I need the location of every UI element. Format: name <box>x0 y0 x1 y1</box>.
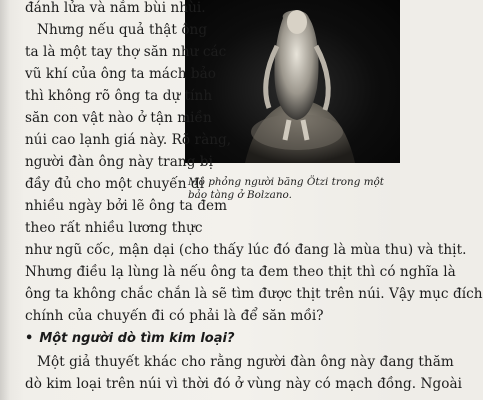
section-heading <box>25 331 234 346</box>
bullet-icon: • <box>25 331 34 346</box>
text-line: thì không rõ ông ta dự tính <box>25 88 213 104</box>
photo-caption: Mô phỏng người băng Ötzi trong một bảo tàng ở Bolzano. <box>188 176 384 201</box>
text-line: nhiều ngày bởi lẽ ông ta đem <box>25 198 228 214</box>
text-line: săn con vật nào ở tận miền <box>25 110 212 126</box>
text-line: đầy đủ cho một chuyến đi <box>25 176 205 192</box>
text-line: người đàn ông này trang bị <box>25 154 213 170</box>
text-line: Nhưng điều lạ lùng là nếu ông ta đem theo thịt thì có nghĩa là <box>25 264 456 280</box>
text-line: núi cao lạnh giá này. Rõ ràng, <box>25 132 232 148</box>
text-line: chính của chuyến đi có phải là để săn mồi? <box>25 308 324 324</box>
text-line: đánh lửa và nắm bùi nhùi. <box>25 0 206 16</box>
text-line: ông ta không chắc chắn là sẽ tìm được thịt trên núi. Vậy mục đích <box>25 286 483 302</box>
text-line: Một giả thuyết khác cho rằng người đàn ông này đang thăm <box>37 354 454 370</box>
text-line: ta là một tay thợ săn như các <box>25 44 227 60</box>
text-line: theo rất nhiều lương thực <box>25 220 203 236</box>
text-line: Nhưng nếu quả thật ông <box>37 22 208 38</box>
text-line: như ngũ cốc, mận dại (cho thấy lúc đó đang là mùa thu) và thịt. <box>25 242 467 258</box>
section-heading-text: Một người dò tìm kim loại? <box>39 331 235 346</box>
text-line: vũ khí của ông ta mách bảo <box>25 66 217 82</box>
text-line: dò kim loại trên núi vì thời đó ở vùng này có mạch đồng. Ngoài <box>25 376 463 392</box>
gutter-shadow <box>0 0 10 400</box>
